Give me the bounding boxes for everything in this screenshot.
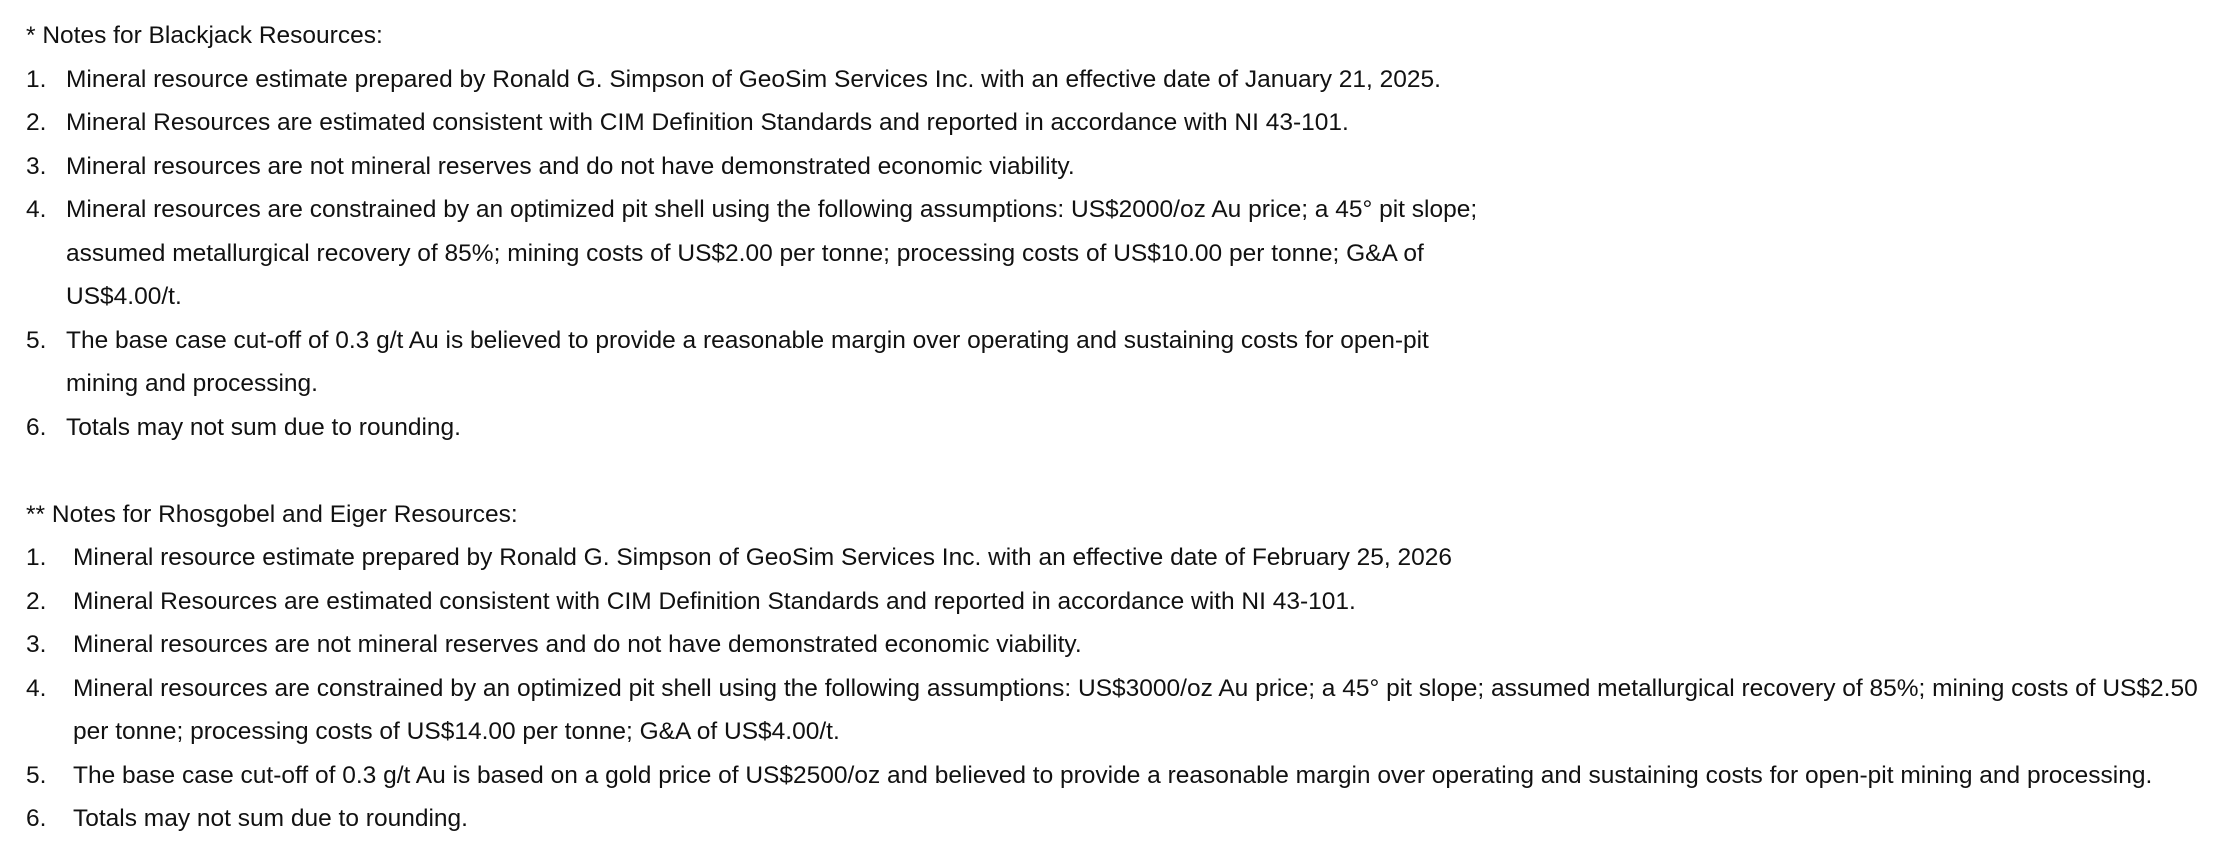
list-item-number: 3. — [26, 152, 47, 180]
list-item-text: Mineral Resources are estimated consistent with CIM Definition Standards and reported in accordance with NI 43-101. — [66, 109, 1349, 136]
blackjack-notes-heading: * Notes for Blackjack Resources: — [26, 22, 383, 49]
list-item-number: 2. — [26, 109, 47, 136]
section-spacer — [26, 449, 2206, 493]
list-item-text: The base case cut-off of 0.3 g/t Au is believed to provide a reasonable margin over operating and sustaining costs for open-pit mining and processing. — [66, 326, 1429, 397]
list-item — [26, 145, 2206, 189]
rhosgobel-eiger-notes-list — [26, 536, 2206, 841]
list-item-number: 5. — [26, 761, 47, 789]
list-item-text: Totals may not sum due to rounding. — [73, 805, 468, 832]
list-item-text: The base case cut-off of 0.3 g/t Au is based on a gold price of US$2500/oz and believed to provide a reasonable margin over operating and sustaining costs for open-pit mining and processing. — [73, 761, 2153, 789]
list-item — [26, 406, 2206, 450]
list-item-text: Mineral resource estimate prepared by Ronald G. Simpson of GeoSim Services Inc. with an effective date of January 21, 2025. — [66, 65, 1441, 93]
list-item-number: 5. — [26, 326, 47, 354]
blackjack-notes-list — [26, 58, 2206, 450]
list-item — [26, 754, 2206, 798]
list-item-text: Mineral Resources are estimated consistent with CIM Definition Standards and reported in accordance with NI 43-101. — [73, 587, 1356, 615]
list-item — [26, 188, 2206, 319]
list-item — [26, 58, 2206, 102]
list-item-number: 1. — [26, 544, 47, 571]
list-item — [26, 797, 2206, 841]
list-item — [26, 319, 2206, 406]
list-item-text: Mineral resources are constrained by an optimized pit shell using the following assumptions: US$2000/oz Au price; a 45° pit slope; assumed metallurgical recovery of 85%; mining costs of US$2.00 per tonne; processing costs of US$10.00 per tonne; G&A of US$4.00/t. — [66, 196, 1478, 310]
list-item — [26, 536, 2206, 580]
list-item-text: Mineral resource estimate prepared by Ronald G. Simpson of GeoSim Services Inc. with an effective date of February 25, 2026 — [73, 544, 1453, 571]
list-item-number: 1. — [26, 65, 47, 93]
list-item — [26, 101, 2206, 145]
list-item-text: Mineral resources are not mineral reserves and do not have demonstrated economic viability. — [73, 631, 1082, 658]
list-item-number: 4. — [26, 196, 47, 223]
list-item-text: Totals may not sum due to rounding. — [66, 413, 461, 441]
list-item — [26, 580, 2206, 624]
list-item-number: 6. — [26, 413, 47, 441]
list-item-number: 2. — [26, 587, 47, 615]
list-item-number: 6. — [26, 805, 47, 832]
list-item-text: Mineral resources are not mineral reserves and do not have demonstrated economic viability. — [66, 152, 1075, 180]
rhosgobel-eiger-notes-heading: ** Notes for Rhosgobel and Eiger Resources: — [26, 500, 518, 528]
list-item — [26, 667, 2206, 754]
document-body — [26, 14, 2206, 841]
list-item — [26, 623, 2206, 667]
list-item-text: Mineral resources are constrained by an optimized pit shell using the following assumptions: US$3000/oz Au price; a 45° pit slope; assumed metallurgical recovery of 85%; mining costs of US$2.50 per tonne; processing costs of US$14.00 per tonne; G&A of US$4.00/t. — [73, 674, 2198, 745]
list-item-number: 3. — [26, 631, 47, 658]
list-item-number: 4. — [26, 674, 47, 702]
